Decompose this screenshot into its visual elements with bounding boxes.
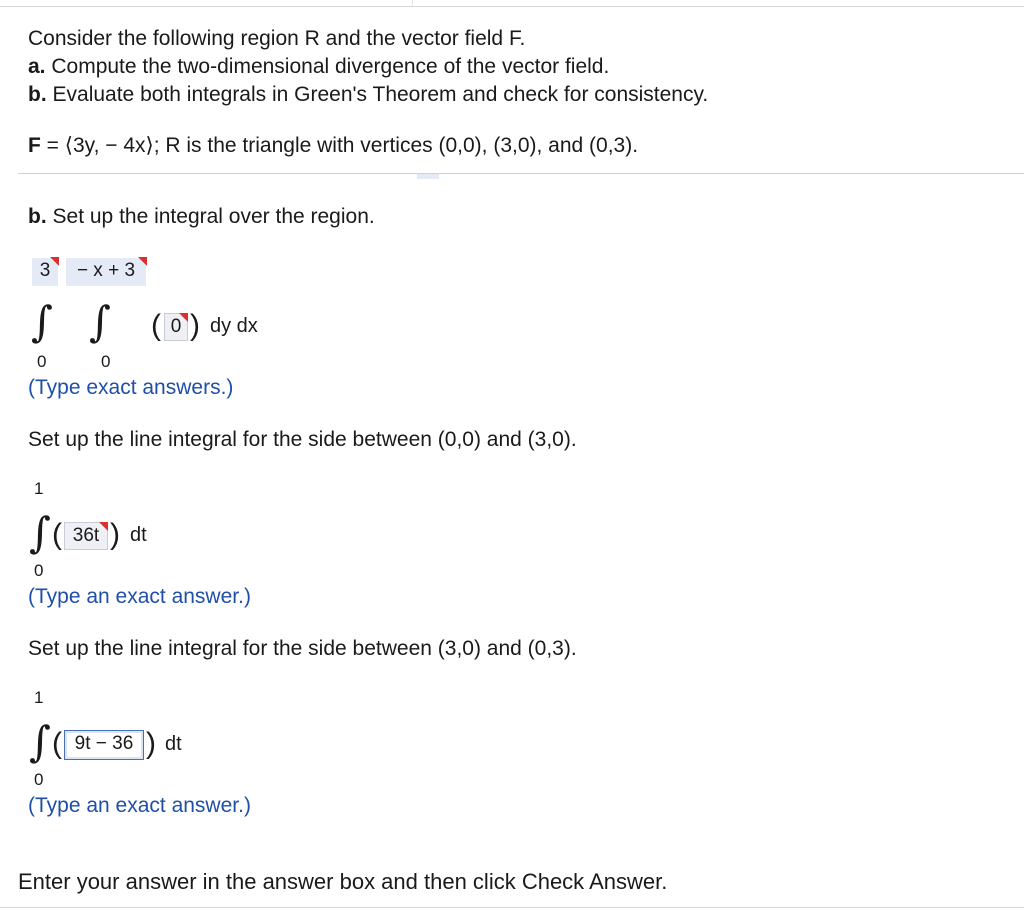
line2-upper-limit: 1 [34, 688, 44, 707]
line-integral-2-prompt: Set up the line integral for the side between (3,0) and (0,3). [28, 637, 577, 660]
line2-integrand-input[interactable]: 9t − 36 [64, 730, 144, 760]
inner-lower-limit: 0 [101, 352, 111, 371]
line2-dt: dt [165, 733, 182, 755]
hint-exact-answer-1: (Type an exact answer.) [28, 585, 251, 608]
outer-lower-limit: 0 [37, 352, 47, 371]
line1-integrand-input[interactable]: 36t [64, 522, 108, 550]
differentials: dy dx [210, 315, 258, 337]
feedback-flag-icon [50, 257, 59, 266]
section-divider [18, 173, 1024, 174]
footer-instruction: Enter your answer in the answer box and then click Check Answer. [18, 869, 668, 894]
feedback-flag-icon [99, 522, 108, 531]
bottom-border [0, 907, 1024, 908]
outer-integral-sign-icon: ∫ [31, 297, 53, 346]
line2-integral-sign-icon: ∫ [29, 717, 51, 766]
right-paren: ) [110, 518, 120, 551]
line1-upper-limit: 1 [34, 479, 44, 498]
integrand-input[interactable]: 0 [164, 313, 188, 341]
hint-exact-answer-2: (Type an exact answer.) [28, 794, 251, 817]
line1-lower-limit: 0 [34, 561, 44, 580]
part-a-line: a. Compute the two-dimensional divergence of the vector field. [28, 55, 610, 78]
hint-exact-answers: (Type exact answers.) [28, 376, 234, 399]
line1-integral-sign-icon: ∫ [29, 508, 51, 557]
line1-dt: dt [130, 524, 147, 546]
left-paren: ( [52, 727, 62, 760]
top-tick [412, 0, 413, 6]
top-border [0, 6, 1024, 7]
field-definition: F = ⟨3y, − 4x⟩; R is the triangle with vertices (0,0), (3,0), and (0,3). [28, 134, 639, 157]
outer-upper-limit-box[interactable]: 3 [32, 258, 58, 286]
problem-intro: Consider the following region R and the vector field F. [28, 27, 526, 50]
inner-integral-sign-icon: ∫ [89, 297, 111, 346]
divider-handle [417, 174, 439, 179]
right-paren: ) [146, 727, 156, 760]
line-integral-1-prompt: Set up the line integral for the side between (0,0) and (3,0). [28, 428, 577, 451]
feedback-flag-icon [138, 257, 147, 266]
feedback-flag-icon [179, 313, 188, 322]
part-b-heading: b. Set up the integral over the region. [28, 205, 375, 228]
line2-lower-limit: 0 [34, 770, 44, 789]
part-b-line: b. Evaluate both integrals in Green's Theorem and check for consistency. [28, 83, 709, 106]
right-paren: ) [190, 309, 200, 342]
inner-upper-limit-box[interactable]: − x + 3 [66, 258, 146, 286]
left-paren: ( [52, 518, 62, 551]
left-paren: ( [151, 309, 161, 342]
